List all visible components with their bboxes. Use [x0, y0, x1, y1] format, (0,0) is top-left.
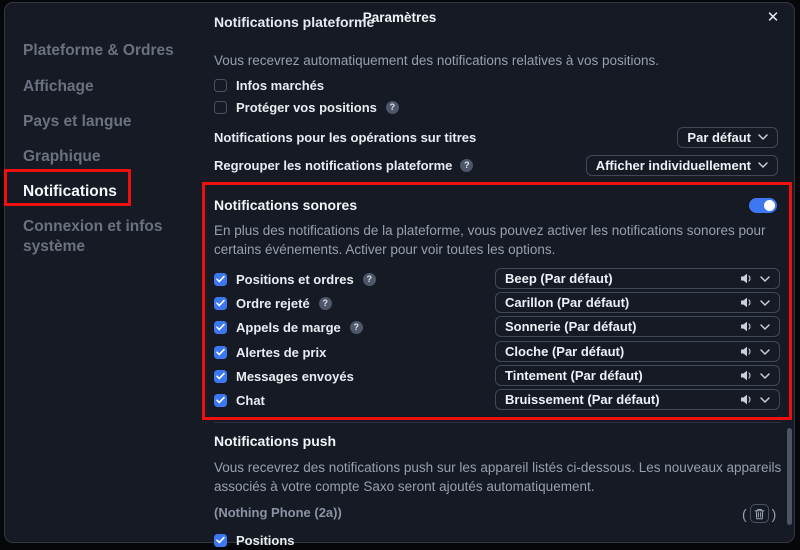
sidebar-item-graphique[interactable]: Graphique [23, 147, 203, 167]
positions-ordres-checkbox[interactable] [214, 273, 227, 286]
speaker-icon [740, 346, 753, 357]
messages-envoyes-sound-dropdown[interactable]: Tintement (Par défaut) [495, 365, 780, 386]
check-icon [216, 396, 225, 404]
help-icon[interactable]: ? [460, 159, 473, 172]
clipped-section-heading: Notifications plateforme [214, 14, 375, 30]
chevron-down-icon [760, 300, 770, 306]
check-icon [216, 348, 225, 356]
push-positions-checkbox[interactable] [214, 534, 227, 547]
speaker-icon [740, 273, 753, 284]
speaker-icon [740, 370, 753, 381]
help-icon[interactable]: ? [386, 101, 399, 114]
regrouper-notifications-dropdown[interactable]: Afficher individuellement [586, 155, 778, 176]
sound-row-positions-ordres: Positions et ordres ? Beep (Par défaut) [214, 268, 781, 290]
help-icon[interactable]: ? [363, 273, 376, 286]
sound-row-chat: Chat Bruissement (Par défaut) [214, 389, 781, 411]
operations-titres-dropdown[interactable]: Par défaut [677, 127, 778, 148]
chevron-down-icon [760, 397, 770, 403]
alertes-prix-sound-dropdown[interactable]: Cloche (Par défaut) [495, 341, 780, 362]
positions-ordres-sound-dropdown[interactable]: Beep (Par défaut) [495, 268, 780, 289]
chevron-down-icon [760, 276, 770, 282]
chevron-down-icon [758, 134, 768, 140]
chat-sound-dropdown[interactable]: Bruissement (Par défaut) [495, 389, 780, 410]
checkbox-label: Protéger vos positions [236, 99, 377, 115]
sound-section-heading: Notifications sonores [214, 197, 358, 213]
sidebar-item-notifications[interactable]: Notifications [23, 182, 203, 202]
sidebar-item-plateforme-ordres[interactable]: Plateforme & Ordres [23, 41, 203, 61]
speaker-icon [740, 321, 753, 332]
infos-marches-checkbox[interactable] [214, 79, 227, 92]
dialog-title: Paramètres [362, 10, 437, 25]
check-icon [216, 536, 225, 544]
check-icon [216, 299, 225, 307]
chevron-down-icon [758, 162, 768, 168]
sound-row-ordre-rejete: Ordre rejeté ? Carillon (Par défaut) [214, 292, 781, 314]
speaker-icon [740, 394, 753, 405]
push-section-heading: Notifications push [214, 433, 337, 449]
toggle-knob [764, 200, 775, 211]
ordre-rejete-checkbox[interactable] [214, 297, 227, 310]
paren-open: ( [742, 505, 747, 522]
check-icon [216, 372, 225, 380]
chat-checkbox[interactable] [214, 394, 227, 407]
proteger-positions-checkbox[interactable] [214, 101, 227, 114]
sound-section-description: En plus des notifications de la plateforme, vous pouvez activer les notifications sonores pour certains événements. Activer pour voir toutes les options. [214, 223, 766, 257]
appels-marge-sound-dropdown[interactable]: Sonnerie (Par défaut) [495, 316, 780, 337]
trash-icon[interactable] [750, 504, 769, 523]
speaker-icon [740, 297, 753, 308]
checkbox-row-push-positions: Positions [214, 531, 295, 549]
chevron-down-icon [760, 349, 770, 355]
device-name: (Nothing Phone (2a)) [214, 505, 342, 520]
help-icon[interactable]: ? [319, 297, 332, 310]
sound-row-messages-envoyes: Messages envoyés Tintement (Par défaut) [214, 365, 781, 387]
settings-dialog [4, 2, 795, 548]
checkbox-row-infos-marches [214, 76, 324, 94]
chevron-down-icon [760, 373, 770, 379]
sound-row-alertes-de-prix: Alertes de prix Cloche (Par défaut) [214, 341, 781, 363]
appels-marge-checkbox[interactable] [214, 321, 227, 334]
field-label: Notifications pour les opérations sur titres [214, 129, 477, 145]
field-row-regrouper-notifications [214, 154, 778, 176]
check-icon [216, 275, 225, 283]
checkbox-row-proteger-positions [214, 98, 399, 116]
sound-notifications-toggle[interactable] [749, 198, 777, 213]
sound-row-appels-de-marge: Appels de marge ? Sonnerie (Par défaut) [214, 316, 781, 338]
paren-close: ) [771, 505, 777, 522]
chevron-down-icon [760, 324, 770, 330]
field-row-operations-titres [214, 126, 778, 148]
scrollbar-thumb[interactable] [787, 428, 792, 525]
section-divider [214, 422, 781, 423]
sidebar-item-pays-et-langue[interactable]: Pays et langue [23, 112, 203, 132]
check-icon [216, 323, 225, 331]
field-label: Regrouper les notifications plateforme ? [214, 158, 473, 173]
checkbox-label: Infos marchés [236, 77, 325, 93]
push-section-description: Vous recevrez des notifications push sur les appareil listés ci-dessous. Les nouveaux appareils associés à votre compte Saxo seront ajoutés automatiquement. [214, 460, 782, 494]
platform-intro-text: Vous recevrez automatiquement des notifications relatives à vos positions. [214, 53, 659, 68]
messages-envoyes-checkbox[interactable] [214, 370, 227, 383]
sidebar-item-connexion-infos-systeme[interactable]: Connexion et infos système [23, 217, 203, 257]
ordre-rejete-sound-dropdown[interactable]: Carillon (Par défaut) [495, 292, 780, 313]
delete-device-control [742, 504, 776, 523]
help-icon[interactable]: ? [350, 321, 363, 334]
close-icon[interactable]: ✕ [764, 9, 782, 27]
sidebar-item-affichage[interactable]: Affichage [23, 77, 203, 97]
alertes-prix-checkbox[interactable] [214, 346, 227, 359]
